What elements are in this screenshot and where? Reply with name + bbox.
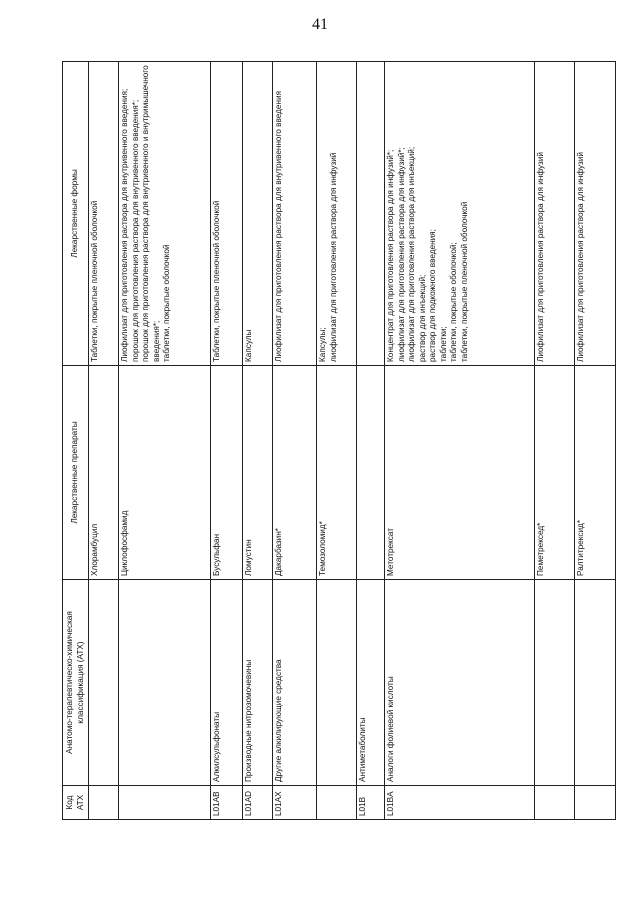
form-line: порошок для приготовления раствора для внутривенного и внутримышечного введения*; — [141, 65, 161, 362]
cell-forms — [273, 62, 317, 366]
cell-drug: Темозоломид* — [317, 366, 357, 580]
table-row — [575, 62, 616, 820]
table-row — [211, 62, 243, 820]
table-row — [89, 62, 119, 820]
form-line: Капсулы; — [318, 327, 327, 362]
form-line: таблетки, покрытые оболочкой — [162, 244, 171, 362]
cell-drug: Дакарбазин* — [273, 366, 317, 580]
form-line: раствор для подкожного введения; — [428, 229, 437, 362]
cell-drug: Метотрексат — [385, 366, 535, 580]
form-line: Лиофилизат для приготовления раствора для инфузий — [536, 152, 545, 362]
cell-code: L01AD — [243, 786, 273, 820]
form-line: Таблетки, покрытые пленочной оболочкой — [90, 200, 99, 362]
table-row — [119, 62, 211, 820]
header-classification: Анатомо-терапевтическо-химическая классификация (АТХ) — [63, 580, 89, 786]
page-number: 41 — [312, 16, 328, 33]
cell-drug — [357, 366, 385, 580]
drug-table — [62, 61, 616, 820]
table-row — [317, 62, 357, 820]
form-line: Лиофилизат для приготовления раствора для инфузий — [576, 152, 585, 362]
table-header-row — [63, 62, 89, 820]
cell-group: Аналоги фолиевой кислоты — [385, 580, 535, 786]
cell-forms — [317, 62, 357, 366]
cell-code — [535, 786, 575, 820]
cell-code — [317, 786, 357, 820]
cell-forms — [89, 62, 119, 366]
cell-group — [119, 580, 211, 786]
cell-forms — [385, 62, 535, 366]
form-line: раствор для инъекций; — [417, 274, 427, 362]
form-line: Концентрат для приготовления раствора для инфузий*; — [386, 149, 395, 362]
cell-drug: Пеметрексед* — [535, 366, 575, 580]
cell-group — [575, 580, 616, 786]
form-line: Лиофилизат для приготовления раствора для внутривенного введения — [274, 91, 283, 362]
cell-drug: Ломустин — [243, 366, 273, 580]
cell-code: L01AB — [211, 786, 243, 820]
cell-code — [575, 786, 616, 820]
table-row — [243, 62, 273, 820]
cell-forms — [535, 62, 575, 366]
cell-drug: Ралтитрексид* — [575, 366, 616, 580]
cell-code — [89, 786, 119, 820]
cell-drug: Хлорамбуцил — [89, 366, 119, 580]
header-drugs: Лекарственные препараты — [63, 366, 89, 580]
cell-drug: Бусульфан — [211, 366, 243, 580]
cell-forms — [119, 62, 211, 366]
cell-group: Другие алкилирующие средства — [273, 580, 317, 786]
table-row — [535, 62, 575, 820]
form-line: таблетки, покрытые пленочной оболочкой — [459, 201, 469, 362]
cell-group — [317, 580, 357, 786]
form-line: таблетки; — [438, 326, 448, 362]
cell-group: Алкилсульфонаты — [211, 580, 243, 786]
rotated-table-container — [62, 62, 585, 820]
table-row — [385, 62, 535, 820]
cell-code: L01AX — [273, 786, 317, 820]
form-line: порошок для приготовления раствора для внутривенного введения*; — [130, 99, 140, 362]
form-line: лиофилизат для приготовления раствора для инфузий*; — [396, 147, 406, 362]
cell-group — [535, 580, 575, 786]
form-line: Капсулы — [244, 329, 253, 362]
header-forms: Лекарственные формы — [63, 62, 89, 366]
header-code: Код АТХ — [63, 786, 89, 820]
cell-group: Производные нитрозомочевины — [243, 580, 273, 786]
cell-group: Антиметаболиты — [357, 580, 385, 786]
cell-forms — [211, 62, 243, 366]
form-line: лиофилизат для приготовления раствора для инъекций; — [407, 146, 416, 362]
cell-code: L01BA — [385, 786, 535, 820]
form-line: лиофилизат для приготовления раствора для инфузий — [328, 152, 338, 362]
cell-forms — [357, 62, 385, 366]
table-row — [357, 62, 385, 820]
table-row — [273, 62, 317, 820]
cell-code — [119, 786, 211, 820]
form-line: Лиофилизат для приготовления раствора для внутривенного введения; — [120, 88, 129, 362]
form-line: Таблетки, покрытые пленочной оболочкой — [212, 200, 221, 362]
form-line: таблетки, покрытые оболочкой; — [449, 242, 458, 362]
cell-code: L01B — [357, 786, 385, 820]
cell-forms — [575, 62, 616, 366]
cell-forms — [243, 62, 273, 366]
cell-drug: Циклофосфамид — [119, 366, 211, 580]
cell-group — [89, 580, 119, 786]
